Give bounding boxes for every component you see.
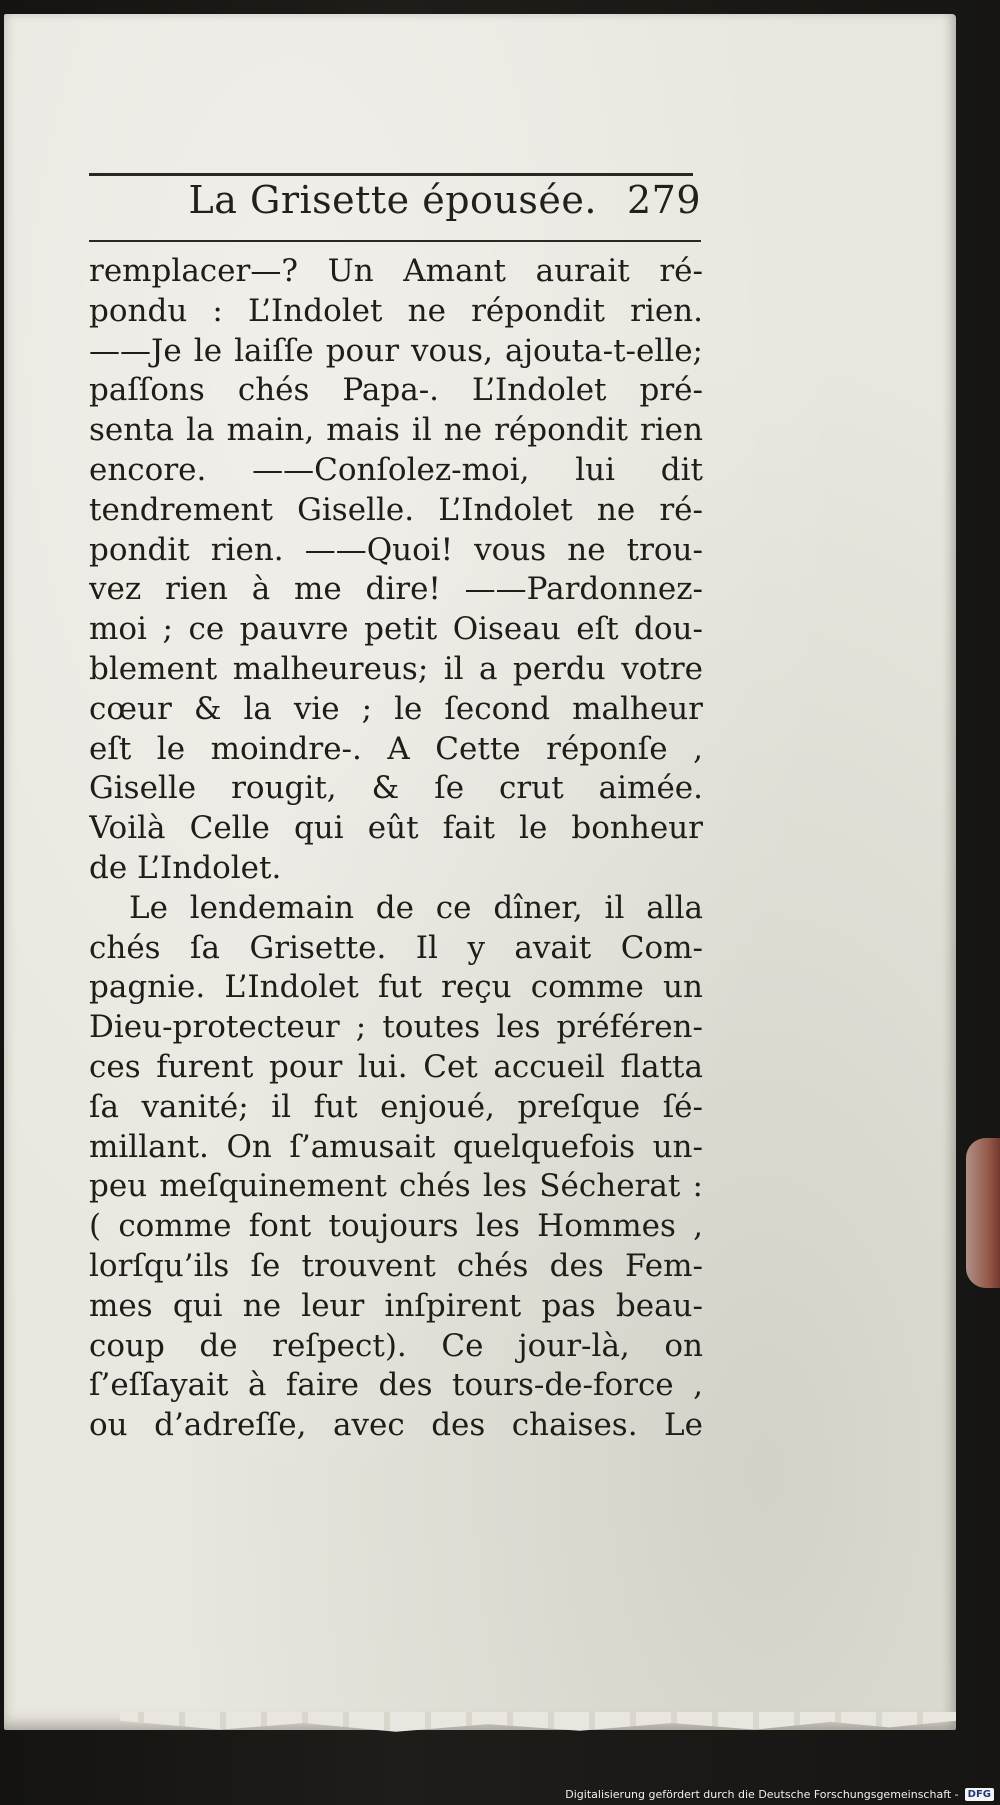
credit-text: Digitalisierung gefördert durch die Deutsche Forschungsgemeinschaft - <box>565 1787 959 1801</box>
text-line: Voilà Celle qui eût fait le bonheur <box>89 810 703 847</box>
dfg-logo: DFG <box>965 1788 994 1801</box>
text-line: paſſons chés Papa-. L’Indolet pré- <box>89 372 703 409</box>
text-line: chés ſa Grisette. Il y avait Com- <box>89 929 703 966</box>
text-line: ——Je le laiſſe pour vous, ajouta-t-elle; <box>89 332 703 369</box>
scanner-thumb <box>966 1138 1000 1288</box>
text-line: pondit rien. ——Quoi! vous ne trou- <box>89 531 703 568</box>
text-line: pondu : L’Indolet ne répondit rien. <box>89 292 703 329</box>
page-number: 279 <box>626 178 701 222</box>
text-line: eſt le moindre-. A Cette réponſe , <box>89 730 703 767</box>
text-line: blement malheureus; il a perdu votre <box>89 650 703 687</box>
running-header <box>89 178 701 234</box>
text-line: senta la main, mais il ne répondit rien <box>89 412 703 449</box>
text-line: vez rien à me dire! ——Pardonnez- <box>89 571 703 608</box>
text-line: mes qui ne leur inſpirent pas beau- <box>89 1287 703 1324</box>
text-line: encore. ——Conſolez-moi, lui dit <box>89 451 703 488</box>
text-line: ſa vanité; il fut enjoué, preſque ſé- <box>89 1088 703 1125</box>
text-line: cœur & la vie ; le ſecond malheur <box>89 690 703 727</box>
text-line: peu meſquinement chés les Sécherat : <box>89 1168 703 1205</box>
digitization-credit <box>565 1786 994 1802</box>
text-line: ces furent pour lui. Cet accueil flatta <box>89 1048 703 1085</box>
header-rule-bottom <box>89 240 701 242</box>
text-line: ( comme font toujours les Hommes , <box>89 1208 703 1245</box>
header-rule-top <box>89 173 693 176</box>
text-line: remplacer—? Un Amant aurait ré- <box>89 253 703 289</box>
text-line: Le lendemain de ce dîner, il alla <box>129 889 703 926</box>
body-text <box>89 252 703 1446</box>
text-line: tendrement Giselle. L’Indolet ne ré- <box>89 491 703 528</box>
text-line: coup de reſpect). Ce jour-là, on <box>89 1327 703 1364</box>
text-line: ſ’eſſayait à faire des tours-de-force , <box>89 1367 703 1404</box>
text-line: moi ; ce pauvre petit Oiseau eſt dou- <box>89 611 703 648</box>
text-line: pagnie. L’Indolet fut reçu comme un <box>89 969 703 1006</box>
text-line: Giselle rougit, & ſe crut aimée. <box>89 770 703 807</box>
running-title: La Grisette épousée. <box>188 178 597 222</box>
text-line: ou d’adreſſe, avec des chaises. Le <box>89 1407 703 1444</box>
text-line: Dieu-protecteur ; toutes les préféren- <box>89 1009 703 1046</box>
text-line: de L’Indolet. <box>89 849 282 886</box>
text-line: lorſqu’ils ſe trouvent chés des Fem- <box>89 1247 703 1284</box>
text-line: millant. On ſ’amusait quelquefois un- <box>89 1128 703 1165</box>
